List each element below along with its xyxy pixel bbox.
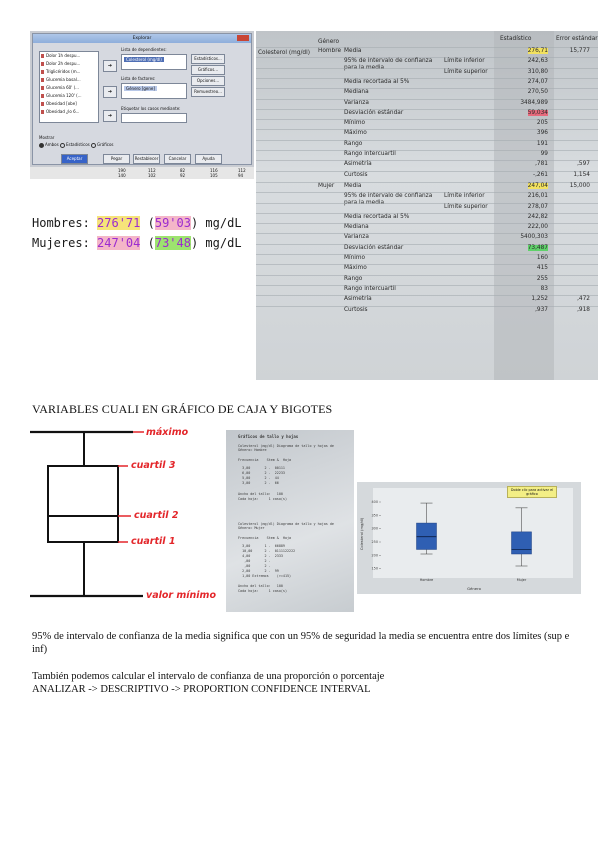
stat-label: Mediana [344,224,369,231]
y-tick-label: 350 [371,513,378,518]
stat-label: Rango [344,275,363,282]
stat-label: Rango intercuartil [344,285,396,292]
stat-value: -,261 [533,171,548,178]
stat-label: Media [344,182,362,189]
stat-label: Varianza [344,234,369,241]
cell-value: 140 [118,173,126,178]
stat-label: Media recortada al 5% [344,78,410,85]
activate-tooltip[interactable]: Doble clic para activar el gráfico [507,486,557,498]
stat-label: Mínimo [344,120,366,127]
header-err: Error estándar [556,36,598,42]
stem-width: Ancho del tallo: 100 [238,492,283,496]
handwritten-women [32,236,242,250]
list-item[interactable]: Glucemia 60' (... [40,84,98,92]
stat-value: 59,034 [527,109,548,116]
list-item[interactable]: Obesidad ¿lo 6... [40,108,98,116]
section-heading: VARIABLES CUALI EN GRÁFICO DE CAJA Y BIGOTES [32,402,333,416]
stat-value: 415 [536,265,548,272]
y-tick-label: 250 [371,540,378,544]
list-item[interactable]: Glucemia 120' (... [40,92,98,100]
stat-sublabel: Límite inferior [444,58,485,65]
column-header: Frecuencia Stem & Hoja [238,458,292,462]
show-options [39,142,114,148]
category-label: Hombre [419,578,434,582]
stat-value: ,937 [535,306,548,313]
stat-label: Máximo [344,265,367,272]
statistics-button[interactable]: Estadísticos... [191,54,225,64]
paste-button[interactable]: Pegar [103,154,130,164]
men-sd: 59'03 [154,216,191,230]
list-item[interactable]: Triglicéridos (m... [40,68,98,76]
stat-error: 1,154 [573,171,590,178]
stat-value: 216,01 [527,193,548,200]
stat-value: 3484,989 [520,99,548,106]
box-mujer [512,532,532,554]
stat-value: 160 [536,255,548,261]
list-item[interactable]: Glucemia basal... [40,76,98,84]
stat-label: Media recortada al 5% [344,213,410,220]
y-axis-label: Colesterol (mg/dl) [360,517,364,551]
stat-label: 95% de intervalo de confianza [344,58,433,65]
stat-error: 15,000 [569,182,590,189]
sketch-box [48,466,118,542]
stem-row: 6,00 2 . 22233 [238,471,285,475]
stat-value: 396 [536,130,548,137]
ok-button[interactable]: Aceptar [61,154,88,164]
data-view-strip [30,167,254,179]
stat-value: 5400,303 [520,234,548,241]
radio-label: Estadísticos [65,142,90,147]
stat-label: Desviación estándar [344,244,404,251]
stat-value: 222,00 [527,224,548,231]
column-header: Frecuencia Stem & Hoja [238,536,292,540]
cell-value: 112 [238,168,246,173]
stat-value: 99 [540,151,548,157]
stat-label: Varianza [344,99,369,106]
stem-row: 3,00 2 . 00111 [238,466,285,470]
explore-dialog [32,33,252,165]
women-label: Mujeres: [32,236,90,250]
stat-value: 73,487 [527,244,548,251]
stat-value: 242,82 [527,213,548,220]
move-label-arrow-icon[interactable]: ➔ [103,110,117,122]
cell-value: 92 [180,173,186,178]
label-cases-label: Etiquetar los casos mediante: [121,106,181,111]
open-paren: ( [147,216,155,230]
dependent-item[interactable]: Colesterol (mg/dl) [126,57,162,62]
men-label: Hombres: [32,216,90,230]
label-min: valor mínimo [146,590,216,601]
x-axis-label: Género [467,586,481,591]
group-name: Hombre [318,48,342,54]
stat-label: Curtosis [344,171,368,178]
stem-row: 3,00 1 . 66889 [238,544,285,548]
group-name: Mujer [318,182,335,189]
label-cases-box[interactable] [121,113,187,123]
men-unit: ) mg/dL [190,216,242,230]
stat-label: Mediana [344,89,369,96]
cancel-button[interactable]: Cancelar [164,154,191,164]
factors-label: Lista de factores: [121,76,156,81]
label-q2: cuartil 2 [134,510,179,521]
header-gender: Género [318,39,340,45]
box-hombre [417,523,437,549]
radio-plots[interactable] [91,143,96,148]
factors-box[interactable] [121,83,187,99]
stat-label: Desviación estándar [344,109,404,116]
stat-value: 242,63 [527,58,548,65]
photo-statistics-table [256,31,598,380]
stat-error: ,472 [577,296,590,303]
boxplot-sketch [28,424,228,608]
stem-row: 3,00 2 . 66 [238,481,279,485]
stat-value: 255 [536,275,548,282]
stem-row: ,00 2 . [238,559,271,563]
stat-label: Media [344,48,362,54]
stat-label: Asimetría [344,161,372,168]
leaf-count: Cada hoja: 1 caso(s) [238,497,287,501]
label-q1: cuartil 1 [131,536,176,547]
men-mean: 276'71 [97,216,141,230]
cell-value: 190 [118,168,126,173]
move-dependent-arrow-icon[interactable]: ➔ [103,60,117,72]
paragraph-ci: 95% de intervalo de confianza de la media significa que con un 95% de seguridad la media se encuentra entre dos límites (sup e inf) [32,631,570,655]
y-tick-label: 300 [371,526,378,531]
radio-both[interactable] [39,143,44,148]
stem-row: 4,00 2 . 2333 [238,554,283,558]
help-button[interactable]: Ayuda [195,154,222,164]
close-icon[interactable] [237,35,249,41]
stem-row: ,00 2 . [238,564,271,568]
radio-label: Ambos [45,142,59,147]
stat-label: Curtosis [344,306,368,313]
cell-value: 112 [148,168,156,173]
plot-area [373,488,573,578]
list-item[interactable]: Dolor 1h despu... [40,52,98,60]
photo-boxplot-chart [357,482,581,594]
radio-statistics[interactable] [60,143,65,148]
plots-button[interactable]: Gráficos... [191,65,225,75]
cell-value: 94 [238,173,244,178]
stat-value: 205 [536,120,548,127]
bootstrap-button[interactable]: Remuestreo... [191,87,225,97]
paragraph-menu-path: ANALIZAR -> DESCRIPTIVO -> PROPORTION CONFIDENCE INTERVAL [32,684,371,695]
show-label: Mostrar [39,135,55,140]
stem-width: Ancho del tallo: 100 [238,584,283,588]
category-label: Mujer [516,578,527,582]
stat-sublabel: Límite superior [444,203,488,210]
move-factor-arrow-icon[interactable]: ➔ [103,86,117,98]
women-unit: ) mg/dL [190,236,242,250]
stat-value: 191 [536,140,548,147]
cell-value: 102 [148,173,156,178]
stat-value: 1,252 [531,296,548,303]
header-stat: Estadístico [500,36,532,42]
y-tick-label: 200 [371,553,378,558]
dependents-label: Lista de dependientes: [121,47,167,52]
handwritten-men [32,216,242,230]
stat-label: Asimetría [344,296,372,303]
y-tick-label: 400 [371,500,378,504]
variable-list[interactable] [39,51,99,123]
stat-error: 15,777 [569,48,590,54]
label-max: máximo [146,427,189,438]
stat-value: 274,07 [527,78,548,85]
stat-label: Rango intercuartil [344,151,396,157]
stat-error: ,597 [577,161,590,168]
list-item[interactable]: Obesidad [obe] [40,100,98,108]
reset-button[interactable]: Restablecer [133,154,160,164]
stat-label: Rango [344,140,363,147]
stat-value: 276,71 [527,48,548,54]
stat-value: 270,50 [527,89,548,96]
cell-value: 116 [210,168,218,173]
dependents-box[interactable] [121,54,187,70]
y-tick-label: 150 [371,566,378,571]
output-title: Gráficos de tallo y hojas [238,434,299,439]
dialog-title: Explorar [33,34,251,43]
cell-value: 82 [180,168,186,173]
variable-name: Colesterol (mg/dl) [258,50,310,56]
stat-value: 310,80 [527,68,548,75]
stat-error: ,918 [577,306,590,313]
stem-row: 5,00 2 . 44 [238,476,279,480]
stat-value: 247,04 [527,182,548,189]
stat-label: Máximo [344,130,367,137]
open-paren: ( [147,236,155,250]
stat-value: ,781 [535,161,548,168]
boxplot-chart [357,482,581,594]
factor-item[interactable]: Género [gene] [126,86,155,91]
stat-label: Mínimo [344,255,366,261]
stat-value: 278,07 [527,203,548,210]
photo-stem-leaf-output [226,430,354,612]
section-header: Colesterol (mg/dl) Diagrama de tallo y hojas de Género= Hombre [238,444,334,452]
section-header: Colesterol (mg/dl) Diagrama de tallo y hojas de Género= Mujer [238,522,334,530]
photo-spss-dialog [30,31,254,179]
paragraph-proportion: También podemos calcular el intervalo de confianza de una proporción o porcentaje [32,671,385,682]
women-mean: 247'04 [97,236,141,250]
radio-label: Gráficos [97,142,114,147]
label-q3: cuartil 3 [131,460,176,471]
cell-value: 105 [210,173,218,178]
options-button[interactable]: Opciones... [191,76,225,86]
list-item[interactable]: Dolor 2h despu... [40,60,98,68]
stat-sublabel: Límite superior [444,68,488,75]
stem-row: 1,00 Extremos (>=415) [238,574,292,578]
stat-label: 95% de intervalo de confianza [344,193,433,200]
leaf-count: Cada hoja: 1 caso(s) [238,589,287,593]
stat-sublabel: Límite inferior [444,193,485,200]
stat-value: 83 [540,285,548,292]
stem-row: 10,00 2 . 0111122222 [238,549,296,553]
women-sd: 73'48 [154,236,191,250]
stem-row: 2,00 2 . 99 [238,569,279,573]
